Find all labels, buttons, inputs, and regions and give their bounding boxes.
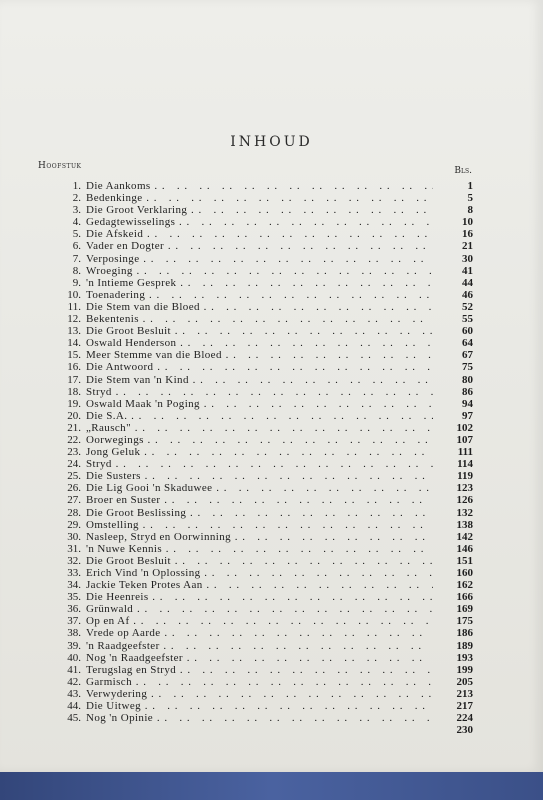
page-heading: INHOUD (230, 134, 313, 150)
toc-row (40, 531, 473, 543)
toc-row (40, 519, 473, 531)
chapter-title: Verposinge . . (86, 253, 433, 265)
toc-row (40, 676, 473, 688)
page-number: 126 (456, 494, 473, 507)
toc-row (40, 216, 473, 228)
toc-row (40, 434, 473, 446)
toc-row (40, 240, 473, 252)
page-number: 205 (456, 675, 473, 688)
toc-row (40, 301, 473, 313)
chapter-number: 34. (67, 579, 81, 592)
chapter-title: Stryd . . (86, 386, 433, 398)
chapter-title: Broer en Suster . . (86, 494, 433, 506)
page-number: 10 (462, 216, 473, 229)
chapter-title: Oswald Henderson . . (86, 337, 433, 349)
page-number: 41 (462, 264, 473, 277)
chapter-number: 45. (67, 712, 81, 725)
chapter-number: 35. (67, 591, 81, 604)
toc-row (40, 664, 473, 676)
page-number: 217 (456, 700, 473, 713)
chapter-number: 3. (72, 204, 81, 217)
page-number: 80 (462, 373, 473, 386)
toc-row (40, 591, 473, 603)
page-number: 193 (456, 651, 473, 664)
chapter-title: Wroeging . . (86, 265, 433, 277)
chapter-number: 8. (72, 264, 81, 277)
chapter-title: Oswald Maak 'n Poging . . (86, 398, 433, 410)
page-number: 55 (462, 313, 473, 326)
toc-row (40, 180, 473, 192)
chapter-number: 24. (67, 458, 81, 471)
chapter-title: Grünwald . . (86, 603, 433, 615)
page-number: 67 (462, 349, 473, 362)
toc-row (40, 446, 473, 458)
chapter-title: Stryd . . (86, 458, 433, 470)
chapter-number: 30. (67, 530, 81, 543)
toc-row (40, 615, 473, 627)
chapter-number: 22. (67, 433, 81, 446)
chapter-number: 36. (67, 603, 81, 616)
toc-row (40, 712, 473, 724)
page-number: 102 (456, 421, 473, 434)
toc-row (40, 410, 473, 422)
chapter-number: 4. (72, 216, 81, 229)
page-number: 146 (456, 542, 473, 555)
toc-row (40, 204, 473, 216)
chapter-number: 33. (67, 567, 81, 579)
table-of-contents (40, 180, 473, 736)
chapter-number: 32. (67, 554, 81, 567)
chapter-title: Die Afskeid . . (86, 228, 433, 240)
chapter-title: „Rausch" . . (86, 422, 433, 434)
toc-row (40, 349, 473, 361)
chapter-title: Die Groot Besluit . . (86, 555, 433, 567)
chapter-title: Toenadering . . (86, 289, 433, 301)
chapter-title: Terugslag en Stryd . . (86, 664, 433, 676)
toc-row (40, 724, 473, 736)
toc-row (40, 543, 473, 555)
page-number: 175 (456, 615, 473, 628)
toc-row (40, 277, 473, 289)
page-number: 52 (462, 300, 473, 313)
chapter-title: Garmisch . . (86, 676, 433, 688)
chapter-title: Die Groot Beslissing . . (86, 507, 433, 519)
chapter-number: 38. (67, 627, 81, 640)
chapter-number: 16. (67, 361, 81, 374)
chapter-number: 39. (67, 639, 81, 652)
chapter-number: 20. (67, 409, 81, 422)
page-number: 60 (462, 325, 473, 338)
chapter-title: Die Heenreis . . (86, 591, 433, 603)
toc-row (40, 470, 473, 482)
chapter-title: 'n Nuwe Kennis . . (86, 543, 433, 555)
toc-row (40, 700, 473, 712)
toc-row (40, 265, 473, 277)
chapter-title: Gedagtewisselings . . (86, 216, 433, 228)
chapter-title: Die Stem van die Bloed . . (86, 301, 433, 313)
page-number: 1 (467, 180, 473, 192)
chapter-number: 21. (67, 421, 81, 434)
chapter-title: Die Stem van 'n Kind . . (86, 374, 433, 386)
chapter-title: Erich Vind 'n Oplossing . . (86, 567, 433, 579)
page-number: 44 (462, 276, 473, 289)
page-number: 169 (456, 603, 473, 616)
page-number: 64 (462, 337, 473, 350)
chapter-number: 29. (67, 518, 81, 531)
toc-row (40, 494, 473, 506)
page-number: 30 (462, 252, 473, 265)
toc-row (40, 361, 473, 373)
toc-row (40, 579, 473, 591)
chapter-number: 17. (67, 373, 81, 386)
page-number: 119 (457, 470, 473, 483)
chapter-number: 19. (67, 397, 81, 410)
chapter-number: 43. (67, 687, 81, 700)
toc-row (40, 458, 473, 470)
page-number: 97 (462, 409, 473, 422)
chapter-title: Vrede op Aarde . . (86, 627, 433, 639)
toc-row (40, 325, 473, 337)
toc-row (40, 398, 473, 410)
chapter-title: Meer Stemme van die Bloed . . (86, 349, 433, 361)
chapter-title: Omstelling . . (86, 519, 433, 531)
toc-row (40, 422, 473, 434)
chapter-number: 27. (67, 494, 81, 507)
chapter-title: Bekentenis . . (86, 313, 433, 325)
chapter-number: 18. (67, 385, 81, 398)
chapter-column-label: Hoofstuk (38, 161, 82, 171)
chapter-title: Die Lig Gooi 'n Skaduwee . . (86, 482, 433, 494)
chapter-title: 'n Raadgeefster . . (86, 640, 433, 652)
chapter-title: Nog 'n Raadgeefster . . (86, 652, 433, 664)
page-number: 111 (457, 446, 473, 459)
page-column-label: Bls. (454, 166, 472, 176)
page-number: 166 (456, 591, 473, 604)
page-number: 186 (456, 627, 473, 640)
toc-row (40, 507, 473, 519)
chapter-title: Die Groot Besluit . . (86, 325, 433, 337)
page-number: 107 (456, 433, 473, 446)
toc-row (40, 192, 473, 204)
chapter-title: Nasleep, Stryd en Oorwinning . . (86, 531, 433, 543)
page-number: 8 (467, 204, 473, 217)
chapter-title: Die Antwoord . . (86, 361, 433, 373)
chapter-title: Die Groot Verklaring . . (86, 204, 433, 216)
page-number: 189 (456, 639, 473, 652)
chapter-number: 11. (67, 300, 81, 313)
chapter-number: 5. (72, 228, 81, 241)
toc-row (40, 228, 473, 240)
chapter-title: Oorwegings . . (86, 434, 433, 446)
chapter-number: 10. (67, 288, 81, 301)
chapter-title: Bedenkinge . . (86, 192, 433, 204)
chapter-number: 6. (72, 240, 81, 253)
page-number: 230 (456, 724, 473, 737)
chapter-title: Vader en Dogter . . (86, 240, 433, 252)
page-number: 132 (456, 506, 473, 519)
toc-row (40, 386, 473, 398)
toc-row (40, 374, 473, 386)
page-number: 94 (462, 397, 473, 410)
toc-row (40, 627, 473, 639)
page-number: 114 (457, 458, 473, 471)
page-number: 86 (462, 385, 473, 398)
page-number: 142 (456, 530, 473, 543)
chapter-number: 1. (72, 180, 81, 192)
chapter-number: 28. (67, 506, 81, 519)
page-number: 162 (456, 579, 473, 592)
chapter-title: 'n Intieme Gesprek . . (86, 277, 433, 289)
chapter-number: 42. (67, 675, 81, 688)
chapter-number: 14. (67, 337, 81, 350)
chapter-number: 12. (67, 313, 81, 326)
chapter-number: 31. (67, 542, 81, 555)
chapter-number: 15. (67, 349, 81, 362)
chapter-number: 41. (67, 663, 81, 676)
page-number: 199 (456, 663, 473, 676)
toc-row (40, 482, 473, 494)
chapter-number: 2. (72, 192, 81, 205)
page-number: 16 (462, 228, 473, 241)
page-number: 46 (462, 288, 473, 301)
toc-row (40, 688, 473, 700)
chapter-number: 40. (67, 651, 81, 664)
chapter-title: Verwydering . . (86, 688, 433, 700)
page-number: 5 (467, 192, 473, 205)
chapter-title: Nog 'n Opinie . . (86, 712, 433, 724)
toc-row (40, 640, 473, 652)
page-number: 151 (456, 554, 473, 567)
chapter-number: 44. (67, 700, 81, 713)
chapter-number: 25. (67, 470, 81, 483)
toc-row (40, 603, 473, 615)
page-number: 138 (456, 518, 473, 531)
page-number: 160 (456, 567, 473, 579)
toc-row (40, 567, 473, 579)
chapter-number: 37. (67, 615, 81, 628)
chapter-title: Die Aankoms . . (86, 180, 433, 192)
chapter-title: Die Susters . . (86, 470, 433, 482)
chapter-number: 23. (67, 446, 81, 459)
toc-row (40, 652, 473, 664)
chapter-title: Die S.A. . . (86, 410, 433, 422)
chapter-title: Die Uitweg . . (86, 700, 433, 712)
page-number: 224 (456, 712, 473, 725)
page-number: 213 (456, 687, 473, 700)
chapter-title: Jackie Teken Protes Aan . . (86, 579, 433, 591)
chapter-title: Jong Geluk . . (86, 446, 433, 458)
page-number: 123 (456, 482, 473, 495)
toc-row (40, 289, 473, 301)
chapter-number: 13. (67, 325, 81, 338)
toc-row (40, 253, 473, 265)
toc-row (40, 555, 473, 567)
page-number: 75 (462, 361, 473, 374)
background-surface (0, 772, 543, 800)
chapter-number: 7. (72, 252, 81, 265)
page-number: 21 (462, 240, 473, 253)
toc-row (40, 337, 473, 349)
chapter-number: 26. (67, 482, 81, 495)
chapter-title: Op en Af . . (86, 615, 433, 627)
toc-row (40, 313, 473, 325)
chapter-number: 9. (72, 276, 81, 289)
